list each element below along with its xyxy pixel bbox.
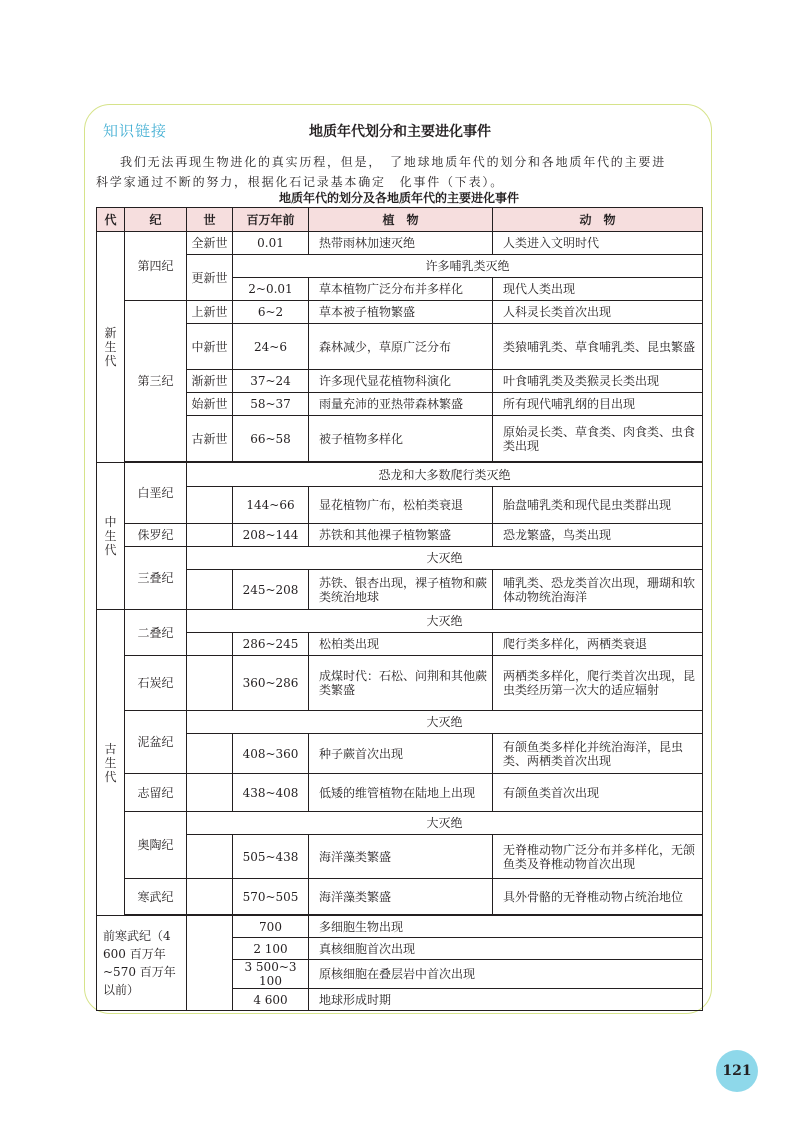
- event-cell: 地球形成时期: [309, 989, 703, 1011]
- epoch-cell: [187, 835, 233, 879]
- epoch-cell: 上新世: [187, 301, 233, 324]
- plants-cell: 成煤时代：石松、问荆和其他蕨类繁盛: [309, 656, 493, 711]
- plants-cell: 被子植物多样化: [309, 416, 493, 462]
- table-row: [97, 232, 703, 255]
- period-jurassic: 侏罗纪: [125, 524, 187, 547]
- table-row: [97, 711, 703, 734]
- table-row: [97, 487, 703, 524]
- header-mya: 百万年前: [233, 208, 309, 232]
- mya-cell: 24~6: [233, 324, 309, 370]
- page-number-badge: 121: [716, 1050, 758, 1092]
- epoch-cell: [187, 656, 233, 711]
- extinction-event: 大灭绝: [187, 547, 703, 570]
- header-epoch: 世: [187, 208, 233, 232]
- plants-cell: 苏铁和其他裸子植物繁盛: [309, 524, 493, 547]
- epoch-cell: 始新世: [187, 393, 233, 416]
- mya-cell: 3 500~3 100: [233, 960, 309, 989]
- animals-cell: 两栖类多样化，爬行类首次出现，昆虫类经历第一次大的适应辐射: [493, 656, 703, 711]
- table-caption: 地质年代的划分及各地质年代的主要进化事件: [278, 191, 519, 205]
- plants-cell: 草本被子植物繁盛: [309, 301, 493, 324]
- table-row: [97, 734, 703, 774]
- header-plants: 植 物: [309, 208, 493, 232]
- epoch-cell: [187, 633, 233, 656]
- epoch-cell: [187, 774, 233, 812]
- animals-cell: 人科灵长类首次出现: [493, 301, 703, 324]
- table-row: [97, 393, 703, 416]
- mya-cell: 570~505: [233, 879, 309, 915]
- table-row: [97, 547, 703, 570]
- epoch-cell: [187, 916, 233, 1011]
- table-row: [97, 463, 703, 487]
- table-row: [97, 570, 703, 610]
- animals-cell: 哺乳类、恐龙类首次出现，珊瑚和软体动物统治海洋: [493, 570, 703, 610]
- animals-cell: 有颌鱼类首次出现: [493, 774, 703, 812]
- mya-cell: 208~144: [233, 524, 309, 547]
- precambrian-label: 前寒武纪（4 600 百万年~570 百万年以前）: [97, 916, 187, 1011]
- epoch-cell: 更新世: [187, 255, 233, 301]
- period-tertiary: 第三纪: [125, 301, 187, 462]
- animals-cell: 原始灵长类、草食类、肉食类、虫食类出现: [493, 416, 703, 462]
- extinction-event: 许多哺乳类灭绝: [233, 255, 703, 278]
- animals-cell: 胎盘哺乳类和现代昆虫类群出现: [493, 487, 703, 524]
- table-row: [97, 416, 703, 462]
- table-row: [97, 835, 703, 879]
- header-period: 纪: [125, 208, 187, 232]
- plants-cell: 显花植物广布，松柏类衰退: [309, 487, 493, 524]
- geologic-time-table: [96, 207, 703, 1011]
- animals-cell: 叶食哺乳类及类猴灵长类出现: [493, 370, 703, 393]
- mya-cell: 505~438: [233, 835, 309, 879]
- era-paleozoic: 古 生 代: [97, 610, 125, 916]
- period-cambrian: 寒武纪: [125, 879, 187, 915]
- period-silurian: 志留纪: [125, 774, 187, 812]
- epoch-cell: [187, 487, 233, 524]
- animals-cell: 类猿哺乳类、草食哺乳类、昆虫繁盛: [493, 324, 703, 370]
- animals-cell: 无脊椎动物广泛分布并多样化，无颌鱼类及脊椎动物首次出现: [493, 835, 703, 879]
- table-row: [97, 524, 703, 547]
- animals-cell: 所有现代哺乳纲的目出现: [493, 393, 703, 416]
- mya-cell: 4 600: [233, 989, 309, 1011]
- mya-cell: 2 100: [233, 938, 309, 960]
- header-animals: 动 物: [493, 208, 703, 232]
- period-quaternary: 第四纪: [125, 232, 187, 301]
- mya-cell: 66~58: [233, 416, 309, 462]
- plants-cell: 草本植物广泛分布并多样化: [309, 278, 493, 301]
- epoch-cell: 全新世: [187, 232, 233, 255]
- mya-cell: 700: [233, 916, 309, 938]
- extinction-event: 大灭绝: [187, 711, 703, 734]
- plants-cell: 海洋藻类繁盛: [309, 835, 493, 879]
- table-row: [97, 656, 703, 711]
- mya-cell: 408~360: [233, 734, 309, 774]
- table-row: [97, 255, 703, 278]
- mya-cell: 37~24: [233, 370, 309, 393]
- epoch-cell: [187, 734, 233, 774]
- plants-cell: 雨量充沛的亚热带森林繁盛: [309, 393, 493, 416]
- mya-cell: 245~208: [233, 570, 309, 610]
- table-row: [97, 610, 703, 633]
- table-row: [97, 370, 703, 393]
- table-row: [97, 301, 703, 324]
- period-carboniferous: 石炭纪: [125, 656, 187, 711]
- plants-cell: 许多现代显花植物科演化: [309, 370, 493, 393]
- epoch-cell: 中新世: [187, 324, 233, 370]
- mya-cell: 438~408: [233, 774, 309, 812]
- plants-cell: 苏铁、银杏出现，裸子植物和蕨类统治地球: [309, 570, 493, 610]
- period-devonian: 泥盆纪: [125, 711, 187, 774]
- animals-cell: 具外骨骼的无脊椎动物占统治地位: [493, 879, 703, 915]
- intro-line-2: 科学家通过不断的努力，根据化石记录基本确定 化事件（下表）。: [96, 175, 505, 189]
- animals-cell: 有颌鱼类多样化并统治海洋，昆虫类、两栖类首次出现: [493, 734, 703, 774]
- table-row: [97, 633, 703, 656]
- animals-cell: 爬行类多样化，两栖类衰退: [493, 633, 703, 656]
- table-header-row: [97, 208, 703, 232]
- animals-cell: 现代人类出现: [493, 278, 703, 301]
- epoch-cell: [187, 524, 233, 547]
- animals-cell: 人类进入文明时代: [493, 232, 703, 255]
- intro-paragraph: [96, 152, 700, 192]
- mya-cell: 6~2: [233, 301, 309, 324]
- table-row: [97, 812, 703, 835]
- epoch-cell: 渐新世: [187, 370, 233, 393]
- extinction-event: 恐龙和大多数爬行类灭绝: [187, 463, 703, 487]
- period-cretaceous: 白垩纪: [125, 463, 187, 524]
- extinction-event: 大灭绝: [187, 610, 703, 633]
- event-cell: 多细胞生物出现: [309, 916, 703, 938]
- era-mesozoic: 中 生 代: [97, 463, 125, 610]
- mya-cell: 58~37: [233, 393, 309, 416]
- epoch-cell: [187, 570, 233, 610]
- period-ordovician: 奥陶纪: [125, 812, 187, 879]
- table-row: [97, 879, 703, 915]
- mya-cell: 0.01: [233, 232, 309, 255]
- mya-cell: 144~66: [233, 487, 309, 524]
- mya-cell: 286~245: [233, 633, 309, 656]
- epoch-cell: [187, 879, 233, 915]
- intro-line-1: 我们无法再现生物进化的真实历程，但是， 了地球地质年代的划分和各地质年代的主要进: [120, 155, 667, 169]
- event-cell: 原核细胞在叠层岩中首次出现: [309, 960, 703, 989]
- epoch-cell: 古新世: [187, 416, 233, 462]
- plants-cell: 种子蕨首次出现: [309, 734, 493, 774]
- document-title: 地质年代划分和主要进化事件: [309, 124, 491, 140]
- era-cenozoic: 新 生 代: [97, 232, 125, 463]
- period-triassic: 三叠纪: [125, 547, 187, 610]
- extinction-event: 大灭绝: [187, 812, 703, 835]
- plants-cell: 松柏类出现: [309, 633, 493, 656]
- section-label: 知识链接: [103, 122, 168, 140]
- animals-cell: 恐龙繁盛，鸟类出现: [493, 524, 703, 547]
- period-permian: 二叠纪: [125, 610, 187, 656]
- plants-cell: 低矮的维管植物在陆地上出现: [309, 774, 493, 812]
- table-row: [97, 916, 703, 938]
- mya-cell: 2~0.01: [233, 278, 309, 301]
- plants-cell: 热带雨林加速灭绝: [309, 232, 493, 255]
- event-cell: 真核细胞首次出现: [309, 938, 703, 960]
- table-row: [97, 774, 703, 812]
- table-row: [97, 324, 703, 370]
- plants-cell: 海洋藻类繁盛: [309, 879, 493, 915]
- header-era: 代: [97, 208, 125, 232]
- plants-cell: 森林减少，草原广泛分布: [309, 324, 493, 370]
- mya-cell: 360~286: [233, 656, 309, 711]
